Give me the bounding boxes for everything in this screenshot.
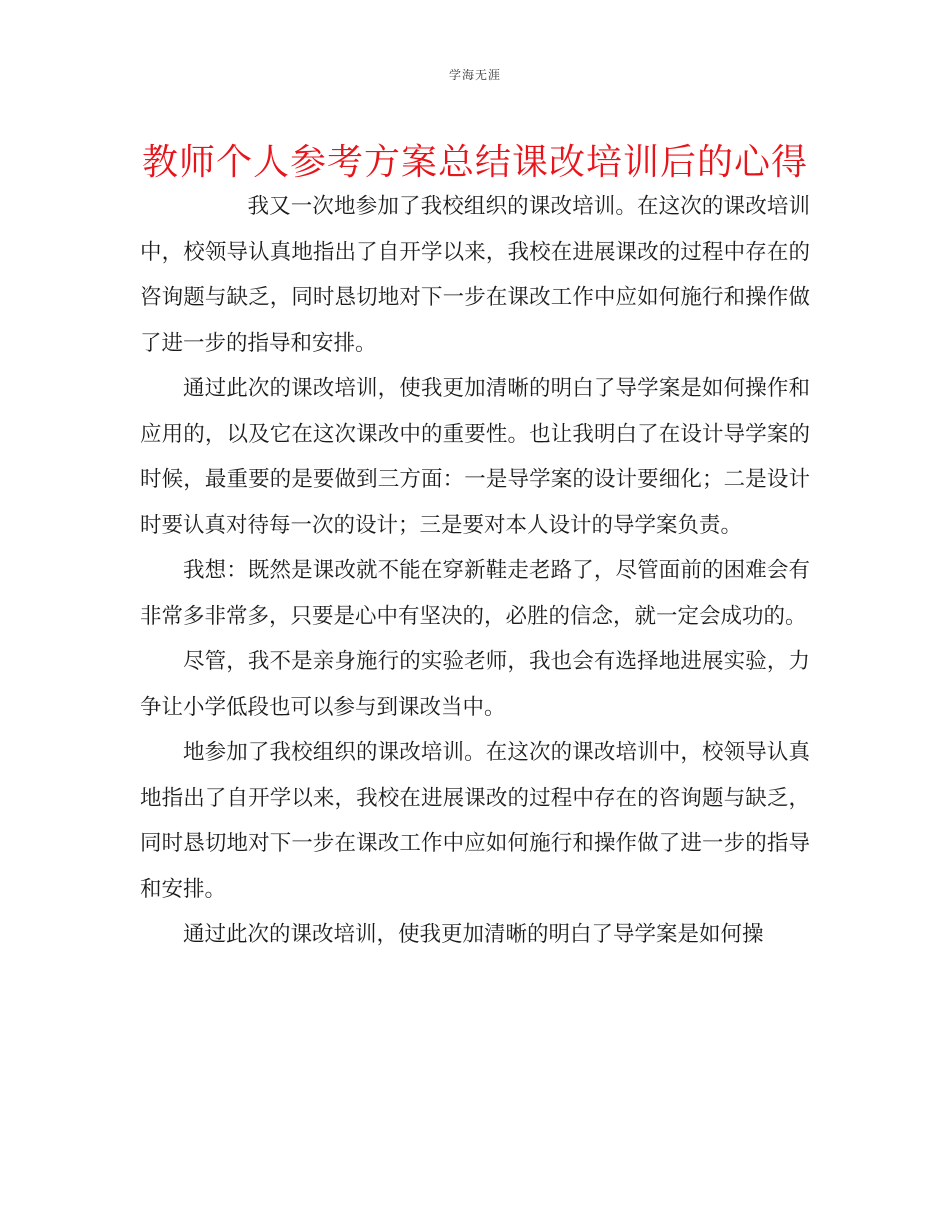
paragraph-4: 尽管，我不是亲身施行的实验老师，我也会有选择地进展实验，力争让小学低段也可以参与到课改当中。	[140, 649, 810, 720]
paragraph-2: 通过此次的课改培训，使我更加清晰的明白了导学案是如何操作和应用的，以及它在这次课改中的重要性。也让我明白了在设计导学案的时候，最重要的是要做到三方面：一是导学案的设计要细化；二是设计时要认真对待每一次的设计；三是要对本人设计的导学案负责。	[140, 376, 810, 538]
paragraph-6: 通过此次的课改培训，使我更加清晰的明白了导学案是如何操	[183, 922, 764, 947]
document-title: 教师个人参考方案总结课改培训后的心得	[141, 142, 808, 183]
paragraph-3: 我想：既然是课改就不能在穿新鞋走老路了，尽管面前的困难会有非常多非常多，只要是心中有坚决的，必胜的信念，就一定会成功的。	[140, 558, 810, 629]
page-header: 学海无涯	[448, 68, 501, 82]
paragraph-1: 我又一次地参加了我校组织的课改培训。在这次的课改培训中，校领导认真地指出了自开学以来，我校在进展课改的过程中存在的咨询题与缺乏，同时恳切地对下一步在课改工作中应如何施行和操作做了进一步的指导和安排。	[140, 194, 810, 356]
paragraph-5: 地参加了我校组织的课改培训。在这次的课改培训中，校领导认真地指出了自开学以来，我校在进展课改的过程中存在的咨询题与缺乏，同时恳切地对下一步在课改工作中应如何施行和操作做了进一步的指导和安排。	[140, 740, 810, 902]
document-body	[140, 184, 810, 958]
